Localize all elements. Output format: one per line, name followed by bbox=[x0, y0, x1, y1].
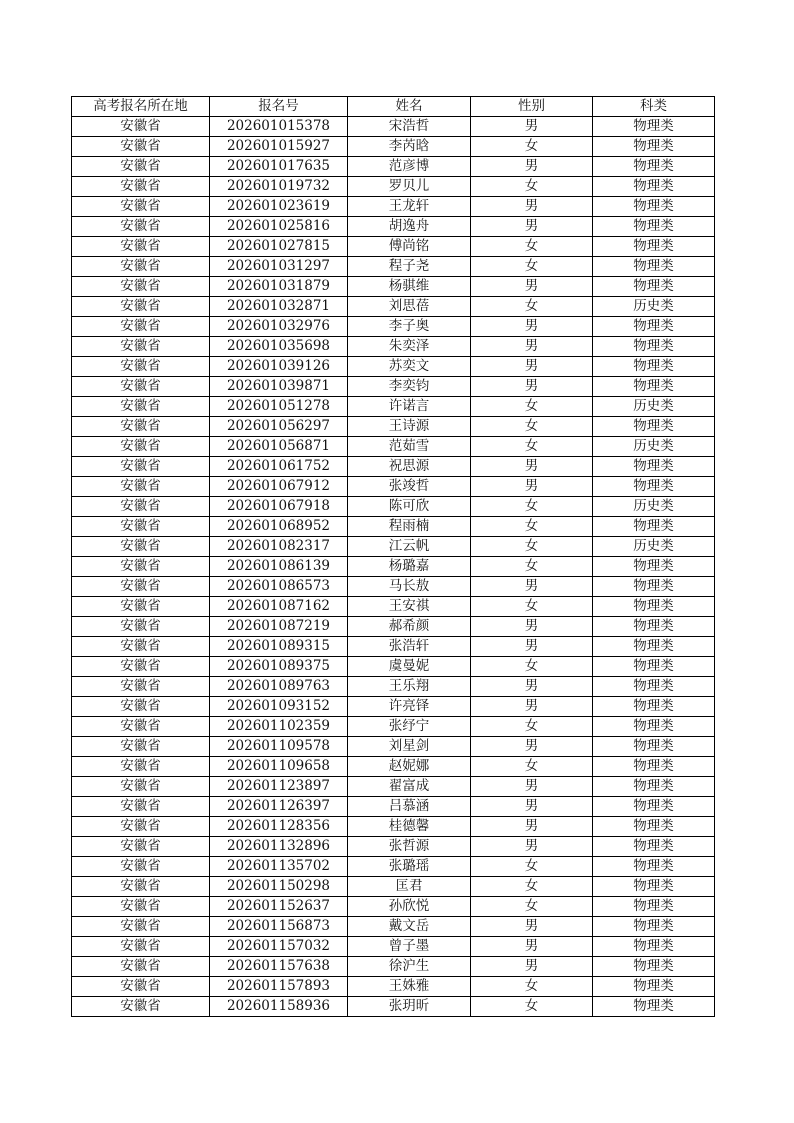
cell-exam-location: 安徽省 bbox=[72, 457, 210, 477]
header-gender: 性别 bbox=[471, 97, 593, 117]
cell-subject-track: 物理类 bbox=[593, 857, 715, 877]
cell-gender: 女 bbox=[471, 877, 593, 897]
cell-name: 张竣哲 bbox=[348, 477, 471, 497]
cell-subject-track: 物理类 bbox=[593, 217, 715, 237]
cell-registration-number: 202601086573 bbox=[210, 577, 348, 597]
table-row bbox=[72, 497, 715, 517]
cell-name: 王乐翔 bbox=[348, 677, 471, 697]
cell-registration-number: 202601056871 bbox=[210, 437, 348, 457]
cell-subject-track: 物理类 bbox=[593, 457, 715, 477]
cell-subject-track: 物理类 bbox=[593, 717, 715, 737]
table-row bbox=[72, 837, 715, 857]
cell-exam-location: 安徽省 bbox=[72, 377, 210, 397]
cell-name: 许诺言 bbox=[348, 397, 471, 417]
cell-exam-location: 安徽省 bbox=[72, 397, 210, 417]
cell-name: 张璐瑶 bbox=[348, 857, 471, 877]
cell-exam-location: 安徽省 bbox=[72, 177, 210, 197]
cell-gender: 男 bbox=[471, 797, 593, 817]
cell-name: 范茹雪 bbox=[348, 437, 471, 457]
cell-exam-location: 安徽省 bbox=[72, 837, 210, 857]
cell-exam-location: 安徽省 bbox=[72, 337, 210, 357]
cell-exam-location: 安徽省 bbox=[72, 617, 210, 637]
cell-name: 张玥昕 bbox=[348, 997, 471, 1017]
cell-registration-number: 202601126397 bbox=[210, 797, 348, 817]
cell-registration-number: 202601123897 bbox=[210, 777, 348, 797]
cell-exam-location: 安徽省 bbox=[72, 437, 210, 457]
cell-gender: 女 bbox=[471, 977, 593, 997]
cell-exam-location: 安徽省 bbox=[72, 777, 210, 797]
table-row bbox=[72, 337, 715, 357]
cell-subject-track: 物理类 bbox=[593, 637, 715, 657]
cell-subject-track: 历史类 bbox=[593, 297, 715, 317]
cell-name: 祝思源 bbox=[348, 457, 471, 477]
cell-registration-number: 202601031297 bbox=[210, 257, 348, 277]
table-row bbox=[72, 277, 715, 297]
cell-gender: 女 bbox=[471, 497, 593, 517]
cell-registration-number: 202601019732 bbox=[210, 177, 348, 197]
cell-gender: 男 bbox=[471, 357, 593, 377]
cell-gender: 男 bbox=[471, 817, 593, 837]
cell-name: 刘星剑 bbox=[348, 737, 471, 757]
table-row bbox=[72, 197, 715, 217]
cell-subject-track: 物理类 bbox=[593, 977, 715, 997]
cell-subject-track: 历史类 bbox=[593, 397, 715, 417]
cell-name: 陈可欣 bbox=[348, 497, 471, 517]
header-exam-location: 高考报名所在地 bbox=[72, 97, 210, 117]
cell-exam-location: 安徽省 bbox=[72, 917, 210, 937]
cell-name: 吕慕涵 bbox=[348, 797, 471, 817]
table-row bbox=[72, 977, 715, 997]
cell-gender: 男 bbox=[471, 217, 593, 237]
cell-exam-location: 安徽省 bbox=[72, 957, 210, 977]
cell-registration-number: 202601039871 bbox=[210, 377, 348, 397]
cell-subject-track: 物理类 bbox=[593, 557, 715, 577]
table-row bbox=[72, 117, 715, 137]
table-row bbox=[72, 457, 715, 477]
header-name: 姓名 bbox=[348, 97, 471, 117]
cell-name: 杨璐嘉 bbox=[348, 557, 471, 577]
cell-gender: 男 bbox=[471, 837, 593, 857]
table-row bbox=[72, 717, 715, 737]
cell-gender: 男 bbox=[471, 157, 593, 177]
cell-registration-number: 202601068952 bbox=[210, 517, 348, 537]
cell-registration-number: 202601089375 bbox=[210, 657, 348, 677]
cell-registration-number: 202601152637 bbox=[210, 897, 348, 917]
cell-subject-track: 物理类 bbox=[593, 817, 715, 837]
cell-registration-number: 202601015378 bbox=[210, 117, 348, 137]
table-row bbox=[72, 817, 715, 837]
cell-exam-location: 安徽省 bbox=[72, 137, 210, 157]
table-row bbox=[72, 677, 715, 697]
cell-gender: 女 bbox=[471, 657, 593, 677]
cell-exam-location: 安徽省 bbox=[72, 717, 210, 737]
cell-exam-location: 安徽省 bbox=[72, 197, 210, 217]
cell-registration-number: 202601017635 bbox=[210, 157, 348, 177]
table-row bbox=[72, 917, 715, 937]
cell-gender: 女 bbox=[471, 517, 593, 537]
table-row bbox=[72, 857, 715, 877]
cell-subject-track: 历史类 bbox=[593, 497, 715, 517]
cell-registration-number: 202601158936 bbox=[210, 997, 348, 1017]
cell-name: 程子尧 bbox=[348, 257, 471, 277]
cell-gender: 男 bbox=[471, 477, 593, 497]
cell-gender: 男 bbox=[471, 317, 593, 337]
cell-name: 王诗源 bbox=[348, 417, 471, 437]
cell-exam-location: 安徽省 bbox=[72, 857, 210, 877]
cell-name: 宋浩哲 bbox=[348, 117, 471, 137]
table-row bbox=[72, 577, 715, 597]
table-row bbox=[72, 177, 715, 197]
cell-exam-location: 安徽省 bbox=[72, 597, 210, 617]
cell-exam-location: 安徽省 bbox=[72, 897, 210, 917]
table-row bbox=[72, 437, 715, 457]
table-row bbox=[72, 657, 715, 677]
cell-registration-number: 202601087162 bbox=[210, 597, 348, 617]
cell-gender: 女 bbox=[471, 177, 593, 197]
cell-gender: 男 bbox=[471, 577, 593, 597]
cell-name: 张纾宁 bbox=[348, 717, 471, 737]
cell-registration-number: 202601082317 bbox=[210, 537, 348, 557]
cell-subject-track: 物理类 bbox=[593, 937, 715, 957]
cell-name: 刘思蓓 bbox=[348, 297, 471, 317]
cell-gender: 女 bbox=[471, 437, 593, 457]
cell-name: 曾子墨 bbox=[348, 937, 471, 957]
cell-registration-number: 202601023619 bbox=[210, 197, 348, 217]
cell-exam-location: 安徽省 bbox=[72, 997, 210, 1017]
cell-exam-location: 安徽省 bbox=[72, 517, 210, 537]
cell-registration-number: 202601051278 bbox=[210, 397, 348, 417]
cell-gender: 男 bbox=[471, 117, 593, 137]
cell-gender: 男 bbox=[471, 617, 593, 637]
cell-gender: 女 bbox=[471, 417, 593, 437]
cell-registration-number: 202601035698 bbox=[210, 337, 348, 357]
table-row bbox=[72, 357, 715, 377]
cell-registration-number: 202601128356 bbox=[210, 817, 348, 837]
cell-name: 王姝雅 bbox=[348, 977, 471, 997]
cell-subject-track: 物理类 bbox=[593, 897, 715, 917]
cell-name: 徐沪生 bbox=[348, 957, 471, 977]
cell-name: 孙欣悦 bbox=[348, 897, 471, 917]
cell-exam-location: 安徽省 bbox=[72, 217, 210, 237]
cell-subject-track: 物理类 bbox=[593, 597, 715, 617]
table-row bbox=[72, 317, 715, 337]
cell-name: 江云帆 bbox=[348, 537, 471, 557]
cell-name: 李子奥 bbox=[348, 317, 471, 337]
cell-subject-track: 物理类 bbox=[593, 117, 715, 137]
cell-registration-number: 202601135702 bbox=[210, 857, 348, 877]
table-row bbox=[72, 697, 715, 717]
cell-gender: 男 bbox=[471, 957, 593, 977]
table-row bbox=[72, 157, 715, 177]
cell-subject-track: 物理类 bbox=[593, 957, 715, 977]
cell-subject-track: 物理类 bbox=[593, 577, 715, 597]
cell-gender: 女 bbox=[471, 857, 593, 877]
cell-exam-location: 安徽省 bbox=[72, 637, 210, 657]
cell-gender: 女 bbox=[471, 717, 593, 737]
cell-gender: 女 bbox=[471, 137, 593, 157]
cell-subject-track: 物理类 bbox=[593, 197, 715, 217]
cell-name: 许亮铎 bbox=[348, 697, 471, 717]
cell-gender: 男 bbox=[471, 937, 593, 957]
cell-subject-track: 物理类 bbox=[593, 677, 715, 697]
table-header bbox=[72, 97, 715, 117]
cell-name: 郝希颜 bbox=[348, 617, 471, 637]
cell-exam-location: 安徽省 bbox=[72, 877, 210, 897]
cell-name: 王龙轩 bbox=[348, 197, 471, 217]
cell-name: 赵妮娜 bbox=[348, 757, 471, 777]
table-row bbox=[72, 137, 715, 157]
cell-subject-track: 历史类 bbox=[593, 437, 715, 457]
table-row bbox=[72, 597, 715, 617]
cell-gender: 男 bbox=[471, 457, 593, 477]
cell-subject-track: 物理类 bbox=[593, 797, 715, 817]
header-registration-number: 报名号 bbox=[210, 97, 348, 117]
cell-subject-track: 物理类 bbox=[593, 477, 715, 497]
table-row bbox=[72, 477, 715, 497]
cell-exam-location: 安徽省 bbox=[72, 557, 210, 577]
cell-exam-location: 安徽省 bbox=[72, 317, 210, 337]
cell-exam-location: 安徽省 bbox=[72, 157, 210, 177]
cell-exam-location: 安徽省 bbox=[72, 697, 210, 717]
cell-registration-number: 202601086139 bbox=[210, 557, 348, 577]
cell-gender: 男 bbox=[471, 917, 593, 937]
cell-registration-number: 202601093152 bbox=[210, 697, 348, 717]
cell-gender: 男 bbox=[471, 637, 593, 657]
table-row bbox=[72, 957, 715, 977]
cell-gender: 男 bbox=[471, 377, 593, 397]
cell-gender: 女 bbox=[471, 597, 593, 617]
cell-exam-location: 安徽省 bbox=[72, 577, 210, 597]
cell-name: 戴文岳 bbox=[348, 917, 471, 937]
cell-registration-number: 202601025816 bbox=[210, 217, 348, 237]
cell-subject-track: 物理类 bbox=[593, 337, 715, 357]
cell-gender: 女 bbox=[471, 997, 593, 1017]
cell-subject-track: 物理类 bbox=[593, 697, 715, 717]
cell-registration-number: 202601031879 bbox=[210, 277, 348, 297]
table-row bbox=[72, 777, 715, 797]
cell-exam-location: 安徽省 bbox=[72, 817, 210, 837]
cell-gender: 男 bbox=[471, 697, 593, 717]
cell-registration-number: 202601157893 bbox=[210, 977, 348, 997]
cell-name: 李芮晗 bbox=[348, 137, 471, 157]
cell-gender: 男 bbox=[471, 197, 593, 217]
cell-subject-track: 物理类 bbox=[593, 157, 715, 177]
cell-name: 胡逸舟 bbox=[348, 217, 471, 237]
cell-registration-number: 202601032976 bbox=[210, 317, 348, 337]
cell-registration-number: 202601157032 bbox=[210, 937, 348, 957]
cell-registration-number: 202601067912 bbox=[210, 477, 348, 497]
cell-name: 王安祺 bbox=[348, 597, 471, 617]
cell-exam-location: 安徽省 bbox=[72, 737, 210, 757]
cell-name: 匡君 bbox=[348, 877, 471, 897]
cell-subject-track: 物理类 bbox=[593, 137, 715, 157]
cell-name: 翟富成 bbox=[348, 777, 471, 797]
cell-registration-number: 202601089763 bbox=[210, 677, 348, 697]
cell-registration-number: 202601061752 bbox=[210, 457, 348, 477]
cell-exam-location: 安徽省 bbox=[72, 277, 210, 297]
cell-registration-number: 202601039126 bbox=[210, 357, 348, 377]
cell-registration-number: 202601150298 bbox=[210, 877, 348, 897]
cell-exam-location: 安徽省 bbox=[72, 297, 210, 317]
cell-gender: 女 bbox=[471, 297, 593, 317]
table-row bbox=[72, 517, 715, 537]
cell-name: 张哲源 bbox=[348, 837, 471, 857]
cell-subject-track: 物理类 bbox=[593, 997, 715, 1017]
table-body bbox=[72, 117, 715, 1017]
cell-subject-track: 物理类 bbox=[593, 617, 715, 637]
cell-subject-track: 物理类 bbox=[593, 657, 715, 677]
cell-subject-track: 物理类 bbox=[593, 377, 715, 397]
cell-name: 杨骐维 bbox=[348, 277, 471, 297]
cell-exam-location: 安徽省 bbox=[72, 257, 210, 277]
cell-name: 范彦博 bbox=[348, 157, 471, 177]
cell-exam-location: 安徽省 bbox=[72, 797, 210, 817]
cell-registration-number: 202601032871 bbox=[210, 297, 348, 317]
table-row bbox=[72, 877, 715, 897]
cell-subject-track: 物理类 bbox=[593, 837, 715, 857]
table-row bbox=[72, 537, 715, 557]
cell-subject-track: 历史类 bbox=[593, 537, 715, 557]
cell-exam-location: 安徽省 bbox=[72, 677, 210, 697]
cell-registration-number: 202601109578 bbox=[210, 737, 348, 757]
cell-subject-track: 物理类 bbox=[593, 237, 715, 257]
table-row bbox=[72, 417, 715, 437]
cell-gender: 女 bbox=[471, 397, 593, 417]
cell-name: 李奕钧 bbox=[348, 377, 471, 397]
cell-exam-location: 安徽省 bbox=[72, 237, 210, 257]
cell-subject-track: 物理类 bbox=[593, 317, 715, 337]
cell-name: 虞曼妮 bbox=[348, 657, 471, 677]
cell-registration-number: 202601089315 bbox=[210, 637, 348, 657]
cell-exam-location: 安徽省 bbox=[72, 977, 210, 997]
cell-gender: 男 bbox=[471, 337, 593, 357]
table-row bbox=[72, 377, 715, 397]
cell-subject-track: 物理类 bbox=[593, 757, 715, 777]
cell-gender: 男 bbox=[471, 777, 593, 797]
table-row bbox=[72, 997, 715, 1017]
cell-gender: 女 bbox=[471, 257, 593, 277]
cell-registration-number: 202601102359 bbox=[210, 717, 348, 737]
cell-gender: 女 bbox=[471, 897, 593, 917]
cell-subject-track: 物理类 bbox=[593, 357, 715, 377]
table-row bbox=[72, 257, 715, 277]
cell-exam-location: 安徽省 bbox=[72, 357, 210, 377]
cell-name: 马长敖 bbox=[348, 577, 471, 597]
table-row bbox=[72, 797, 715, 817]
table-row bbox=[72, 557, 715, 577]
header-row bbox=[72, 97, 715, 117]
cell-gender: 男 bbox=[471, 277, 593, 297]
cell-subject-track: 物理类 bbox=[593, 877, 715, 897]
table-row bbox=[72, 757, 715, 777]
admission-roster-table bbox=[71, 96, 715, 1017]
cell-name: 程雨楠 bbox=[348, 517, 471, 537]
cell-gender: 男 bbox=[471, 737, 593, 757]
cell-gender: 女 bbox=[471, 237, 593, 257]
cell-name: 罗贝儿 bbox=[348, 177, 471, 197]
table-row bbox=[72, 217, 715, 237]
cell-registration-number: 202601015927 bbox=[210, 137, 348, 157]
cell-name: 傅尚铭 bbox=[348, 237, 471, 257]
cell-gender: 女 bbox=[471, 757, 593, 777]
cell-registration-number: 202601109658 bbox=[210, 757, 348, 777]
cell-name: 朱奕泽 bbox=[348, 337, 471, 357]
cell-subject-track: 物理类 bbox=[593, 517, 715, 537]
cell-registration-number: 202601087219 bbox=[210, 617, 348, 637]
table-row bbox=[72, 897, 715, 917]
table-row bbox=[72, 397, 715, 417]
table-row bbox=[72, 237, 715, 257]
cell-exam-location: 安徽省 bbox=[72, 497, 210, 517]
cell-registration-number: 202601156873 bbox=[210, 917, 348, 937]
table-row bbox=[72, 737, 715, 757]
cell-registration-number: 202601027815 bbox=[210, 237, 348, 257]
table-row bbox=[72, 637, 715, 657]
cell-name: 张浩轩 bbox=[348, 637, 471, 657]
cell-registration-number: 202601067918 bbox=[210, 497, 348, 517]
cell-gender: 女 bbox=[471, 557, 593, 577]
cell-registration-number: 202601157638 bbox=[210, 957, 348, 977]
cell-subject-track: 物理类 bbox=[593, 417, 715, 437]
cell-exam-location: 安徽省 bbox=[72, 417, 210, 437]
table-row bbox=[72, 297, 715, 317]
cell-exam-location: 安徽省 bbox=[72, 757, 210, 777]
cell-exam-location: 安徽省 bbox=[72, 657, 210, 677]
cell-exam-location: 安徽省 bbox=[72, 117, 210, 137]
cell-subject-track: 物理类 bbox=[593, 737, 715, 757]
cell-subject-track: 物理类 bbox=[593, 777, 715, 797]
cell-gender: 女 bbox=[471, 537, 593, 557]
cell-gender: 男 bbox=[471, 677, 593, 697]
cell-exam-location: 安徽省 bbox=[72, 537, 210, 557]
cell-exam-location: 安徽省 bbox=[72, 937, 210, 957]
table-row bbox=[72, 617, 715, 637]
cell-name: 苏奕文 bbox=[348, 357, 471, 377]
cell-exam-location: 安徽省 bbox=[72, 477, 210, 497]
cell-subject-track: 物理类 bbox=[593, 257, 715, 277]
cell-name: 桂德馨 bbox=[348, 817, 471, 837]
cell-subject-track: 物理类 bbox=[593, 917, 715, 937]
cell-registration-number: 202601056297 bbox=[210, 417, 348, 437]
table-row bbox=[72, 937, 715, 957]
cell-subject-track: 物理类 bbox=[593, 277, 715, 297]
header-subject-track: 科类 bbox=[593, 97, 715, 117]
cell-subject-track: 物理类 bbox=[593, 177, 715, 197]
cell-registration-number: 202601132896 bbox=[210, 837, 348, 857]
